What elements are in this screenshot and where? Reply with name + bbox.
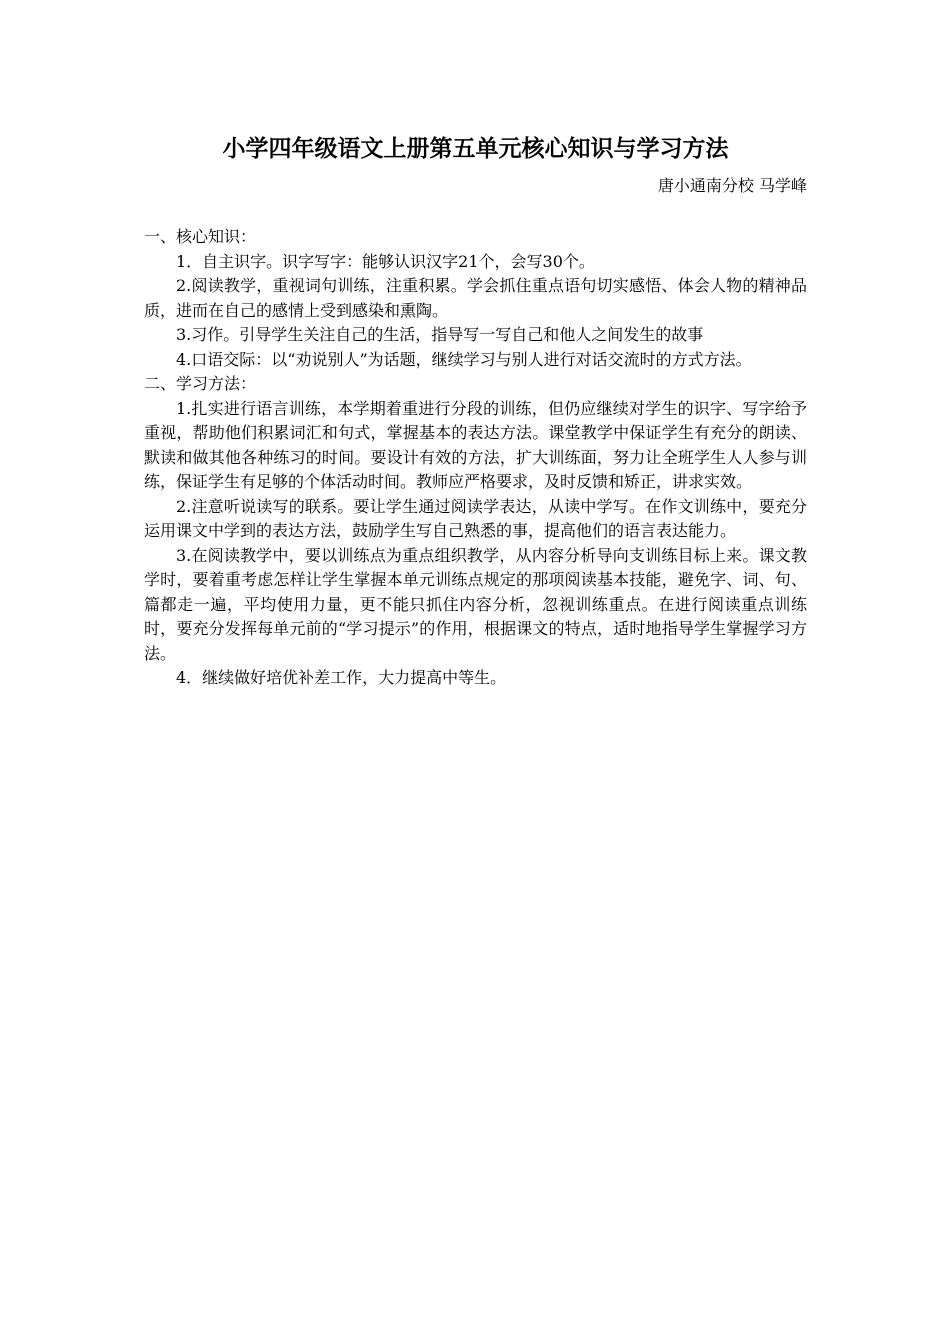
document-title: 小学四年级语文上册第五单元核心知识与学习方法 (222, 136, 729, 162)
core-knowledge-item-3: 3.习作。引导学生关注自己的生活，指导写一写自己和他人之间发生的故事 (176, 325, 704, 344)
document-body (144, 225, 807, 691)
section-heading-learning-methods: 二、学习方法： (144, 374, 257, 393)
author-line: 唐小通南分校 马学峰 (657, 176, 807, 195)
core-knowledge-item-4: 4.口语交际：以“劝说别人”为话题，继续学习与别人进行对话交流时的方式方法。 (176, 349, 752, 369)
learning-method-item-4: 4．继续做好培优补差工作，大力提高中等生。 (176, 668, 507, 687)
core-knowledge-item-2: 2.阅读教学，重视词句训练，注重积累。学会抓住重点语句切实感悟、体会人物的精神品质，进而在自己的感情上受到感染和熏陶。 (144, 276, 807, 320)
core-knowledge-item-1: 1．自主识字。识字写字：能够认识汉字21个，会写30个。 (176, 251, 595, 271)
learning-method-item-1: 1.扎实进行语言训练，本学期着重进行分段的训练，但仍应继续对学生的识字、写字给予重视，帮助他们积累词汇和句式，掌握基本的表达方法。课堂教学中保证学生有充分的朗读、默读和做其他各种练习的时间。要设计有效的方法，扩大训练面，努力让全班学生人人参与训练，保证学生有足够的个体活动时间。教师应严格要求，及时反馈和矫正，讲求实效。 (144, 398, 807, 491)
learning-method-item-3: 3.在阅读教学中，要以训练点为重点组织教学，从内容分析导向支训练目标上来。课文教学时，要着重考虑怎样让学生掌握本单元训练点规定的那项阅读基本技能，避免字、词、句、篇都走一遍，平均使用力量，更不能只抓住内容分析，忽视训练重点。在进行阅读重点训练时，要充分发挥每单元前的“学习提示”的作用，根据课文的特点，适时地指导学生掌握学习方法。 (144, 545, 807, 663)
section-heading-core-knowledge: 一、核心知识： (144, 227, 257, 246)
learning-method-item-2: 2.注意听说读写的联系。要让学生通过阅读学表达，从读中学写。在作文训练中，要充分运用课文中学到的表达方法，鼓励学生写自己熟悉的事，提高他们的语言表达能力。 (144, 496, 807, 540)
